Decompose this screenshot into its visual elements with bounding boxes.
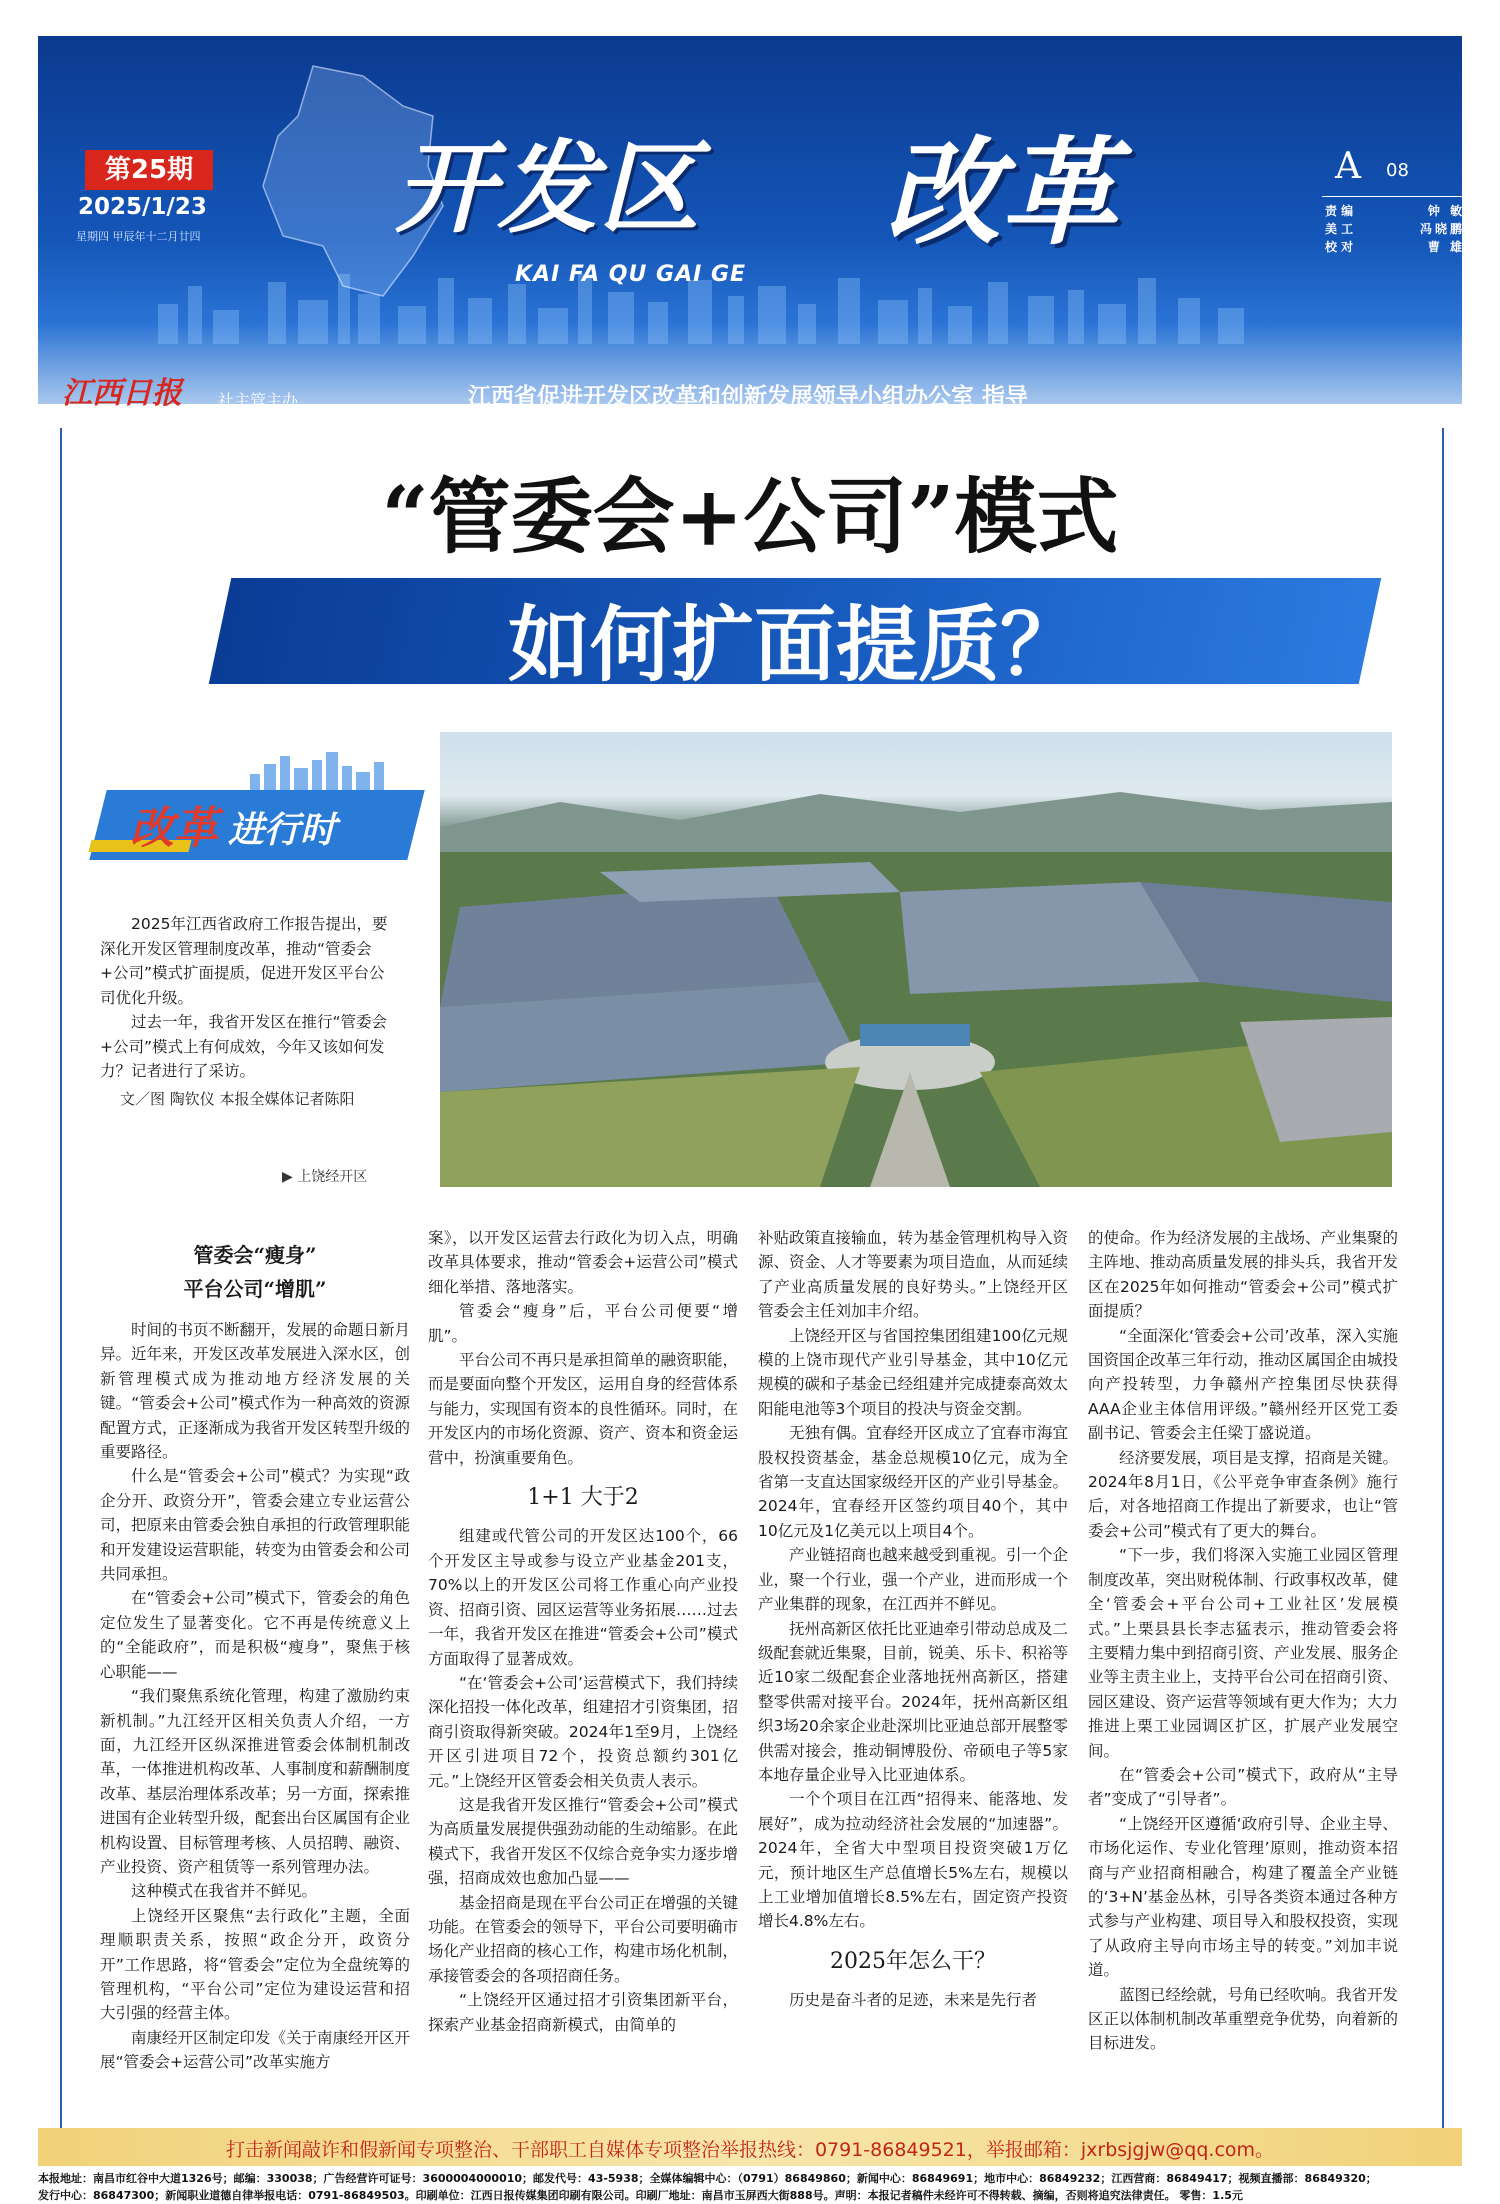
paragraph: 什么是“管委会+公司”模式？为实现“政企分开、政资分开”，管委会建立专业运营公司，把原来由管委会独自承担的行政管理职能和开发建设运营职能，转变为由管委会和公司共同承担。	[100, 1467, 411, 1584]
section-badge-label-2: 进行时	[228, 810, 337, 851]
lead-text	[100, 912, 396, 1084]
imprint-line: 发行中心：86847300；新闻职业道德自律举报电话：0791-86849503。印刷单位：江西日报传媒集团印刷有限公司。印刷厂地址：南昌市玉屏西大街888号。声明：本报记者稿件未经许可不得转载、摘编，否则将追究法律责任。 零售：1.5元	[38, 2189, 1243, 2202]
issue-badge: 第25期	[85, 150, 213, 190]
paragraph: 案》，以开发区运营去行政化为切入点，明确改革具体要求，推动“管委会+运营公司”模式细化举措、落地落实。	[428, 1229, 738, 1296]
subhead-slim: 管委会“瘦身”	[193, 1243, 317, 1267]
paragraph: 经济要发展，项目是支撑，招商是关键。2024年8月1日，《公平竞争审查条例》施行后，对各地招商工作提出了新要求，也让“管委会+公司”模式有了更大的舞台。	[1088, 1448, 1399, 1540]
article-column-3	[758, 1226, 1068, 2013]
paragraph: 上饶经开区与省国控集团组建100亿元规模的上饶市现代产业引导基金，其中10亿元规模的碳和子基金已经组建并完成捷泰高效太阳能电池等3个项目的投决与资金交割。	[758, 1326, 1069, 1418]
paragraph: 管委会“瘦身”后，平台公司便要“增肌”。	[428, 1302, 738, 1345]
aerial-photo-illustration	[440, 732, 1392, 1187]
paragraph: 南康经开区制定印发《关于南康经开区开展“管委会+运营公司”改革实施方	[100, 2028, 411, 2072]
subhead-one-plus-one: 1+1 大于2	[527, 1485, 639, 1511]
paragraph: 的使命。作为经济发展的主战场、产业集聚的主阵地、推动高质量发展的排头兵，我省开发区在2025年如何推动“管委会+公司”模式扩面提质？	[1088, 1229, 1399, 1321]
paragraph: 产业链招商也越来越受到重视。引一个企业，聚一个行业，强一个产业，进而形成一个产业集群的现象，在江西并不鲜见。	[758, 1546, 1069, 1614]
headline-line2: 如何扩面提质？	[507, 597, 1082, 693]
section-title-kaifaqu: 开发区	[395, 130, 701, 247]
paragraph: 蓝图已经绘就，号角已经吹响。我省开发区正以体制机制改革重塑竞争优势，向着新的目标进发。	[1088, 1985, 1399, 2053]
paragraph: 时间的书页不断翻开，发展的命题日新月异。近年来，开发区改革发展进入深水区，创新管理模式成为推动地方经济发展的关键。“管委会+公司”模式作为一种高效的资源配置方式，正逐渐成为我省开发区转型升级的重要路径。	[100, 1321, 411, 1462]
paragraph: 平台公司不再只是承担简单的融资职能，而是要面向整个开发区，运用自身的经营体系与能力，实现国有资本的良性循环。同时，在开发区内的市场化资源、资产、资本和资金运营中，扮演重要角色。	[428, 1351, 739, 1467]
hotline-text: 打击新闻敲诈和假新闻专项整治、干部职工自媒体专项整治举报热线：0791-86849521，举报邮箱：jxrbsjgjw@qq.com。	[225, 2139, 1275, 2161]
paragraph: 这是我省开发区推行“管委会+公司”模式为高质量发展提供强劲动能的生动缩影。在此模式下，我省开发区不仅综合竞争实力逐步增强，招商成效也愈加凸显——	[428, 1795, 739, 1888]
paragraph: 基金招商是现在平台公司正在增强的关键功能。在管委会的领导下，平台公司要明确市场化产业招商的核心工作，构建市场化机制，承接管委会的各项招商任务。	[428, 1893, 739, 1985]
paragraph: “下一步，我们将深入实施工业园区管理制度改革，突出财税体制、行政事权改革，健全‘管委会+平台公司+工业社区’发展模式。”上栗县县长李志猛表示，推动管委会将主要精力集中到招商引资、产业发展、服务企业等主责主业上，支持平台公司在招商引资、园区建设、资产运营等领域有更大作为；大力推进上栗工业园调区扩区，扩展产业发展空间。	[1088, 1546, 1399, 1760]
paragraph: “上饶经开区遵循‘政府引导、企业主导、市场化运作、专业化管理’原则，推动资本招商与产业招商相融合，构建了覆盖全产业链的‘3+N’基金丛林，引导各类资本通过各种方式参与产业构建、项目导入和股权投资，实现了从政府主导向市场主导的转变。”刘加丰说道。	[1088, 1814, 1399, 1980]
paragraph: “我们聚焦系统化管理，构建了激励约束新机制。”九江经开区相关负责人介绍，一方面，九江经开区纵深推进管委会体制机制改革，一体推进机构改革、人事制度和薪酬制度改革、基层治理体系改革；另一方面，探索推进国有企业转型升级，配套出台区属国有企业机构设置、目标管理考核、人员招聘、融资、产业投资、资产租赁等一系列管理办法。	[100, 1687, 411, 1876]
page-code: A	[1335, 146, 1361, 187]
article-column-2	[428, 1226, 738, 2037]
article-column-1	[100, 1236, 410, 2075]
page-number: 08	[1386, 160, 1409, 181]
staff-divider	[1322, 196, 1462, 197]
paragraph: 在“管委会+公司”模式下，管委会的角色定位发生了显著变化。它不再是传统意义上的“全能政府”，而是积极“瘦身”，聚焦于核心职能——	[100, 1589, 410, 1681]
paragraph: “上饶经开区通过招才引资集团新平台，探索产业基金招商新模式，由简单的	[428, 1991, 738, 2034]
paragraph: 组建或代管公司的开发区达100个，66个开发区主导或参与设立产业基金201支，70%以上的开发区公司将工作重心向产业投资、招商引资、园区运营等业务拓展……过去一年，我省开发区在推进“管委会+公司”模式方面取得了显著成效。	[428, 1527, 739, 1668]
article-column-4	[1088, 1226, 1398, 2056]
headline-line1: “管委会+公司”模式	[381, 469, 1119, 565]
byline: 文／图 陶钦仪 本报全媒体记者陈阳	[120, 1090, 355, 1108]
lunar-date: 星期四 甲辰年十二月廿四	[76, 230, 201, 243]
paper-sub: 社主管主办	[218, 391, 299, 410]
paragraph: 抚州高新区依托比亚迪牵引带动总成及二级配套就近集聚，目前，锐美、乐卡、积裕等近10家二级配套企业落地抚州高新区，搭建整零供需对接平台。2024年，抚州高新区组织3场20余家企业赴深圳比亚迪总部开展整零供需对接会，推动铜博股份、帝硕电子等5家本地存量企业导入比亚迪体系。	[758, 1619, 1069, 1784]
subhead-strengthen: 平台公司“增肌”	[183, 1277, 327, 1301]
guidance-line: 江西省促进开发区改革和创新发展领导小组办公室 指导	[468, 383, 1029, 410]
staff-proofreader: 校 对 曹 雄	[1325, 240, 1465, 254]
section-title-pinyin: KAI FA QU GAI GE	[515, 262, 747, 287]
paragraph: “在‘管委会+公司’运营模式下，我们持续深化招投一体化改革，组建招才引资集团，招商引资取得新突破。2024年1至9月，上饶经开区引进项目72个，投资总额约301亿元。”上饶经开区管委会相关负责人表示。	[428, 1673, 739, 1790]
imprint	[38, 2170, 1462, 2204]
lead-paragraph: 2025年江西省政府工作报告提出，要深化开发区管理制度改革，推动“管委会+公司”模式扩面提质，促进开发区平台公司优化升级。	[100, 915, 388, 1007]
photo-caption: ▶ 上饶经开区	[282, 1169, 368, 1185]
section-title-gaige: 改革	[885, 126, 1117, 261]
paragraph: 上饶经开区聚焦“去行政化”主题，全面理顺职责关系，按照“政企分开，政资分开”工作思路，将“管委会”定位为全盘统筹的管理机构，“平台公司”定位为建设运营和招大引强的经营主体。	[100, 1906, 410, 2023]
staff-designer: 美 工 冯晓鹏	[1325, 222, 1465, 236]
issue-date: 2025/1/23	[78, 194, 207, 220]
paragraph: 无独有偶。宜春经开区成立了宜春市海宜股权投资基金，基金总规模10亿元，成为全省第一支直达国家级经开区的产业引导基金。2024年，宜春经开区签约项目40个，其中10亿元及1亿美元以上项目4个。	[758, 1424, 1069, 1540]
paragraph: “全面深化‘管委会+公司’改革，深入实施国资国企改革三年行动，推动区属国企由城投向产投转型，力争赣州产控集团尽快获得AAA企业主体信用评级。”赣州经开区党工委副书记、管委会主任梁丁盛说道。	[1088, 1326, 1399, 1443]
masthead	[38, 36, 1462, 404]
paper-logo: 江西日报	[62, 376, 182, 411]
aerial-photo	[440, 732, 1392, 1187]
section-badge-label-1: 改革	[130, 803, 218, 854]
paragraph: 一个个项目在江西“招得来、能落地、发展好”，成为拉动经济社会发展的“加速器”。2024年，全省大中型项目投资突破1万亿元，预计地区生产总值增长5%左右，规模以上工业增加值增长8.5%左右，固定资产投资增长4.8%左右。	[758, 1790, 1068, 1931]
staff-editor: 责 编 钟 敏	[1325, 204, 1465, 218]
lead-paragraph: 过去一年，我省开发区在推行“管委会+公司”模式上有何成效，今年又该如何发力？记者进行了采访。	[100, 1013, 388, 1080]
paragraph: 补贴政策直接输血，转为基金管理机构导入资源、资金、人才等要素为项目造血，从而延续了产业高质量发展的良好势头。”上饶经开区管委会主任刘加丰介绍。	[758, 1229, 1069, 1321]
subhead-2025: 2025年怎么干？	[830, 1948, 996, 1974]
imprint-line: 本报地址：南昌市红谷中大道1326号；邮编：330038；广告经营许可证号：3600004000010；邮发代号：43-5938；全媒体编辑中心：（0791）86849860；新闻中心：86849691；地市中心：86849232；江西营商：86849417；视频直播部：86849320；	[38, 2172, 1377, 2185]
paragraph: 这种模式在我省并不鲜见。	[131, 1882, 318, 1901]
paragraph: 在“管委会+公司”模式下，政府从“主导者”变成了“引导者”。	[1088, 1765, 1398, 1809]
paragraph: 历史是奋斗者的足迹，未来是先行者	[789, 1991, 1038, 2010]
